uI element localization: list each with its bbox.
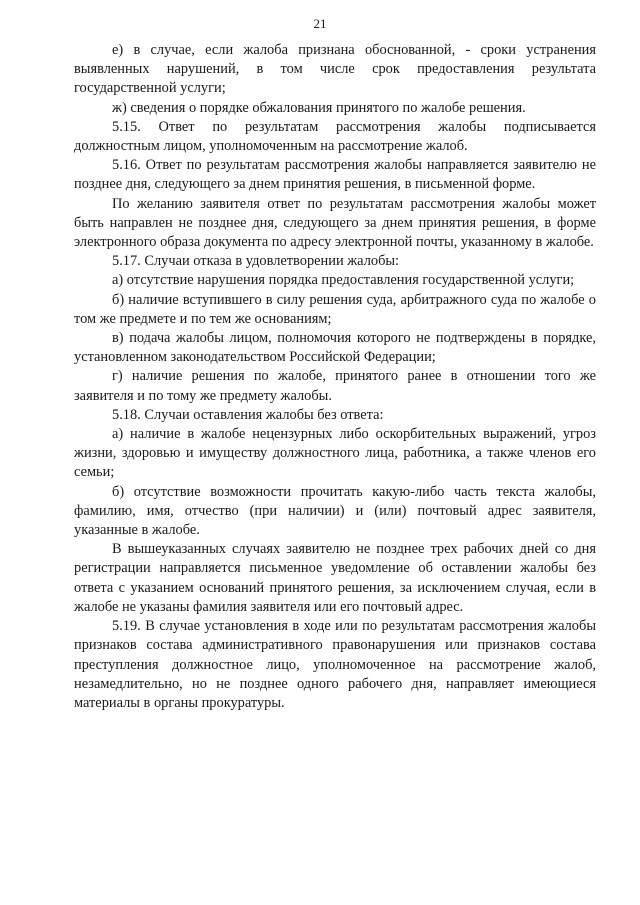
paragraph-5-16: 5.16. Ответ по результатам рассмотрения жалобы направляется заявителю не позднее дня, следующего за днем принятия решения, в письменной форме. bbox=[74, 157, 596, 193]
paragraph-5-18-heading: 5.18. Случаи оставления жалобы без ответа: bbox=[112, 406, 384, 423]
paragraph-5-17-a: а) отсутствие нарушения порядка предоставления государственной услуги; bbox=[112, 272, 575, 289]
paragraph-item-e: е) в случае, если жалоба признана обоснованной, - сроки устранения выявленных нарушений, в том числе срок предоставления результата государственной услуги; bbox=[74, 42, 596, 97]
page-number: 21 bbox=[313, 16, 327, 31]
paragraph-5-15: 5.15. Ответ по результатам рассмотрения жалобы подписывается должностным лицом, уполномоченным на рассмотрение жалоб. bbox=[74, 118, 596, 155]
paragraph-5-17-heading: 5.17. Случаи отказа в удовлетворении жалобы: bbox=[112, 253, 400, 270]
paragraph-5-18-b: б) отсутствие возможности прочитать какую-либо часть текста жалобы, фамилию, имя, отчество (при наличии) и (или) почтовый адрес заявителя, указанные в жалобе. bbox=[74, 483, 596, 539]
paragraph-5-19: 5.19. В случае установления в ходе или по результатам рассмотрения жалобы признаков состава административного правонарушения или признаков состава преступления должностное лицо, уполномоченное на рассмотрение жалоб, незамедлительно, но не позднее одного рабочего дня, направляет имеющиеся материалы в органы прокуратуры. bbox=[74, 618, 596, 711]
paragraph-5-17-b: б) наличие вступившего в силу решения суда, арбитражного суда по жалобе о том же предмете и по тем же основаниям; bbox=[74, 291, 596, 327]
paragraph-5-17-g: г) наличие решения по жалобе, принятого ранее в отношении того же заявителя и по тому же предмету жалобы. bbox=[74, 368, 596, 404]
paragraph-5-17-v: в) подача жалобы лицом, полномочия которого не подтверждены в порядке, установленном законодательством Российской Федерации; bbox=[74, 330, 596, 366]
paragraph-notification: В вышеуказанных случаях заявителю не позднее трех рабочих дней со дня регистрации направляется письменное уведомление об оставлении жалобы без ответа с указанием оснований принятого решения, за исключением случая, если в жалобе не указаны фамилия заявителя или его почтовый адрес. bbox=[74, 541, 596, 615]
paragraph-item-zh: ж) сведения о порядке обжалования принятого по жалобе решения. bbox=[112, 99, 526, 116]
document-body bbox=[74, 41, 596, 713]
paragraph-5-18-a: а) наличие в жалобе нецензурных либо оскорбительных выражений, угроз жизни, здоровью и имуществу должностного лица, работника, а также членов его семьи; bbox=[74, 426, 596, 481]
paragraph-electronic-response: По желанию заявителя ответ по результатам рассмотрения жалобы может быть направлен не позднее дня, следующего за днем принятия решения, в форме электронного образа документа по адресу электронной почты, указанному в жалобе. bbox=[74, 195, 596, 251]
